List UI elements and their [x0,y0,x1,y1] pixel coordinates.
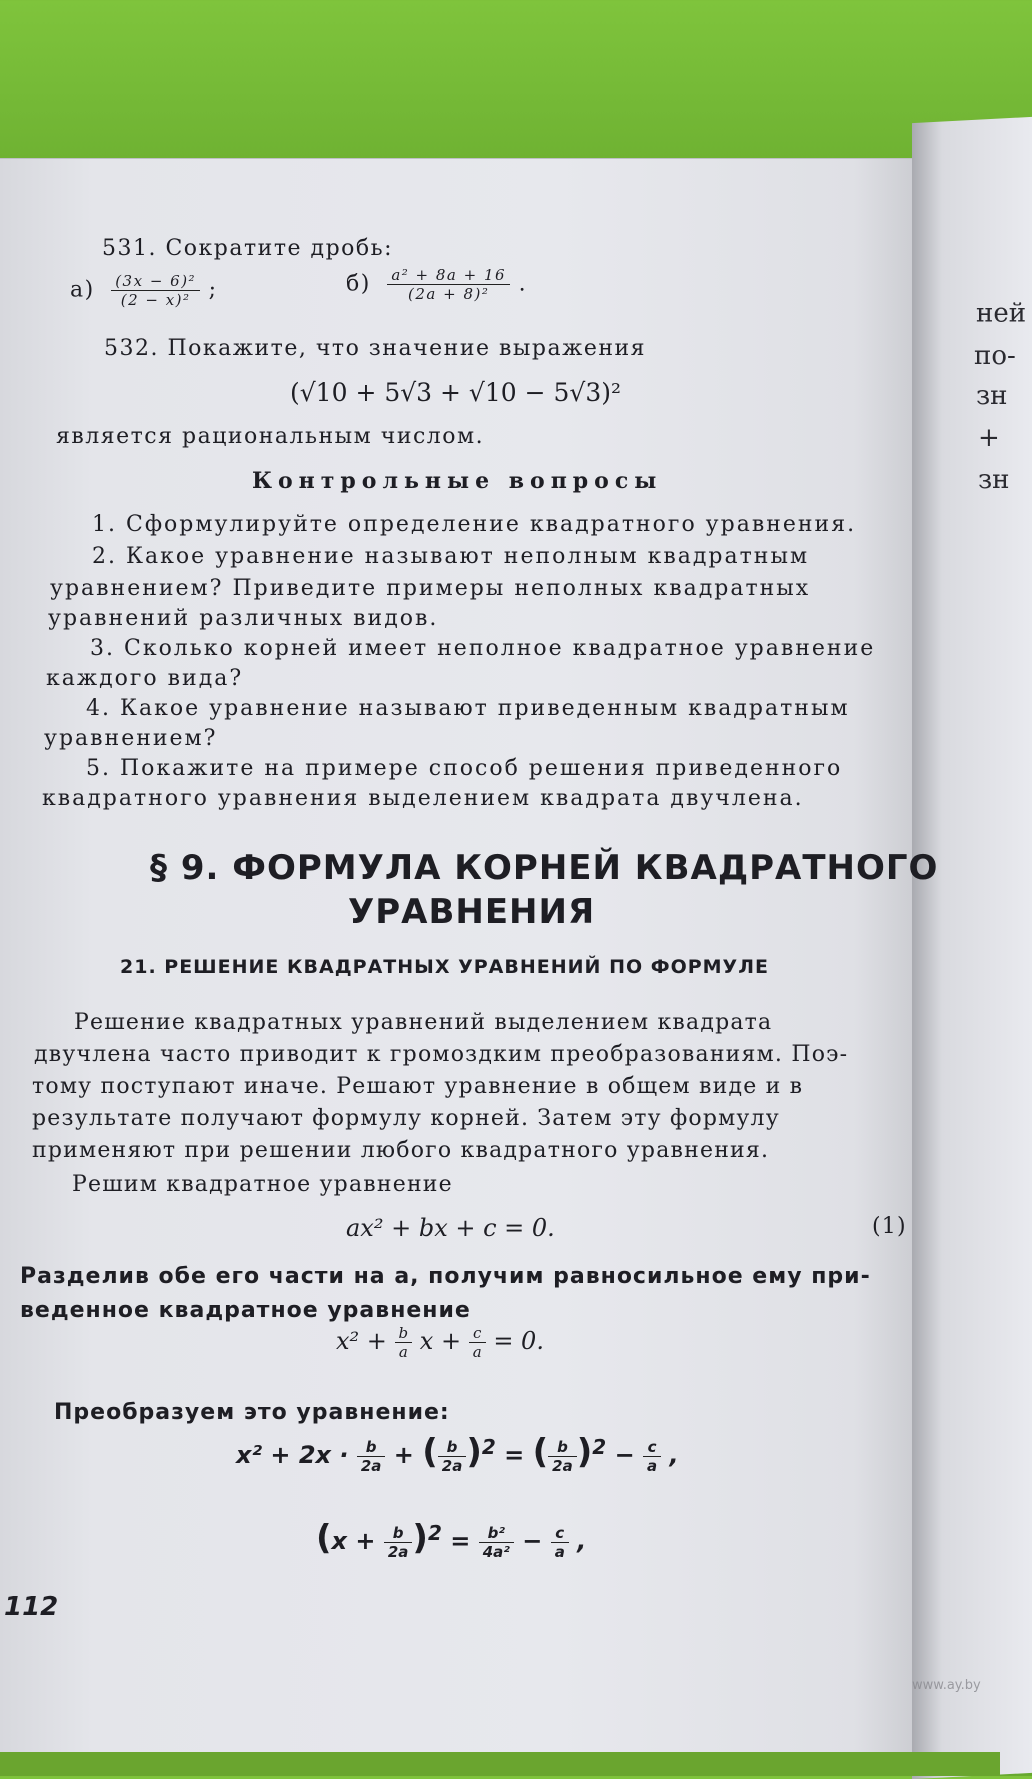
fraction-numerator: b [438,1438,467,1457]
exponent: 2 [481,1435,496,1459]
transform-line: Преобразуем это уравнение: [54,1400,450,1425]
item-label: б) [346,271,371,297]
eq2-part: x² + [336,1327,387,1355]
fraction-b-over-2a [548,1438,577,1475]
question-line: уравнением? Приведите примеры неполных квадратных [50,576,811,601]
separator: ; [208,277,218,303]
eq3-part: + [393,1441,414,1469]
end-mark: . [518,271,528,297]
fraction-denominator: a [554,1542,565,1561]
book-page-right [912,117,1032,1779]
subsection-title: 21. РЕШЕНИЕ КВАДРАТНЫХ УРАВНЕНИЙ ПО ФОРМУЛЕ [120,956,769,978]
fraction-numerator: b [384,1524,413,1543]
fraction-denominator: (2 − x)² [120,291,191,309]
fraction-c-over-a [469,1324,486,1361]
equation-3 [236,1432,679,1475]
exercise-531-title: 531. Сократите дробь: [102,236,394,261]
eq3-part: , [669,1441,679,1469]
fraction-numerator: b [357,1438,386,1457]
item-label: а) [70,277,95,303]
eq4-part: x + [331,1527,376,1555]
paragraph-line: тому поступают иначе. Решают уравнение в общем виде и в [32,1074,804,1099]
equation-1: ax² + bx + c = 0. [346,1214,555,1242]
fraction-denominator: 2a [552,1456,573,1475]
fraction-numerator: (3x − 6)² [111,272,200,291]
right-page-fragment: ней [976,298,1027,329]
exercise-532-title: 532. Покажите, что значение выражения [104,336,647,361]
eq2-part: x + [419,1327,462,1355]
question-line: уравнением? [44,726,218,751]
paren: ( [316,1518,332,1558]
fraction-numerator: b² [479,1524,514,1543]
exercise-531-a [70,272,218,309]
exponent: 2 [592,1435,607,1459]
paragraph-line: Решение квадратных уравнений выделением квадрата [74,1010,773,1035]
paren: ( [532,1432,549,1472]
paragraph-line: результате получают формулу корней. Затем эту формулу [32,1106,780,1131]
fraction-b-over-a [395,1324,413,1361]
fraction-b-over-2a [357,1438,386,1475]
eq4-part: = [450,1527,471,1555]
question-line: 4. Какое уравнение называют приведенным квадратным [86,696,850,721]
eq3-part: x² + 2x · [236,1441,349,1469]
question-line: уравнений различных видов. [48,606,439,631]
fraction-numerator: c [551,1524,569,1543]
question-line: 3. Сколько корней имеет неполное квадратное уравнение [90,636,876,661]
paren: ) [576,1432,593,1472]
divide-line: веденное квадратное уравнение [20,1298,471,1323]
fraction-b2-over-4a2 [479,1524,514,1561]
eq3-part: − [614,1441,635,1469]
watermark: www.ay.by [912,1678,981,1693]
fraction-numerator: b [395,1324,413,1343]
fraction-c-over-a [551,1524,569,1561]
eq3-part: = [504,1441,525,1469]
exponent: 2 [427,1521,442,1545]
fraction-denominator: 2a [360,1456,382,1475]
fraction-numerator: b [548,1438,577,1457]
paragraph-line: двучлена часто приводит к громоздким преобразованиям. Поэ- [34,1042,849,1067]
section-title: § 9. ФОРМУЛА КОРНЕЙ КВАДРАТНОГО [150,848,939,888]
section-title-line2: УРАВНЕНИЯ [348,892,596,932]
paren: ) [412,1518,428,1558]
questions-heading: Контрольные вопросы [252,468,663,494]
fraction-b-over-2a [438,1438,467,1475]
question-line: 1. Сформулируйте определение квадратного уравнения. [92,512,857,537]
page-number: 112 [4,1592,59,1622]
right-page-fragment: зн [978,464,1010,495]
fraction-numerator: c [469,1324,486,1343]
question-line: каждого вида? [46,666,244,691]
fraction-denominator: 2a [387,1542,409,1561]
right-page-fragment: + [978,423,1000,454]
question-line: 2. Какое уравнение называют неполным квадратным [92,544,810,569]
table-surface [0,1752,1000,1776]
fraction-a [111,272,200,309]
fraction-b [387,266,510,303]
fraction-denominator: 2a [441,1456,463,1475]
fraction-denominator: (2a + 8)² [408,285,490,303]
equation-2 [336,1324,544,1361]
solve-line: Решим квадратное уравнение [72,1172,453,1197]
divide-line: Разделив обе его части на a, получим равносильное ему при- [20,1264,871,1289]
exercise-531-b [346,266,527,303]
paren: ) [466,1432,482,1472]
question-line: 5. Покажите на примере способ решения приведенного [86,756,843,781]
right-page-fragment: зн [976,380,1008,411]
fraction-numerator: c [643,1438,661,1457]
eq2-part: = 0. [493,1327,544,1355]
fraction-denominator: a [398,1343,408,1361]
fraction-denominator: a [647,1456,658,1475]
equation-1-number: (1) [872,1214,907,1239]
exercise-532-expression: (√10 + 5√3 + √10 − 5√3)² [290,378,622,407]
paragraph-line: применяют при решении любого квадратного уравнения. [32,1138,770,1163]
fraction-c-over-a [643,1438,661,1475]
fraction-b-over-2a [384,1524,413,1561]
eq4-part: − [522,1527,543,1555]
paren: ( [422,1432,438,1472]
fraction-denominator: a [472,1343,482,1361]
eq4-part: , [577,1527,587,1555]
equation-4 [316,1518,586,1561]
question-line: квадратного уравнения выделением квадрата двучлена. [42,786,804,811]
exercise-532-tail: является рациональным числом. [56,424,485,449]
fraction-numerator: a² + 8a + 16 [387,266,510,285]
fraction-denominator: 4a² [482,1542,510,1561]
right-page-fragment: по- [974,340,1016,371]
